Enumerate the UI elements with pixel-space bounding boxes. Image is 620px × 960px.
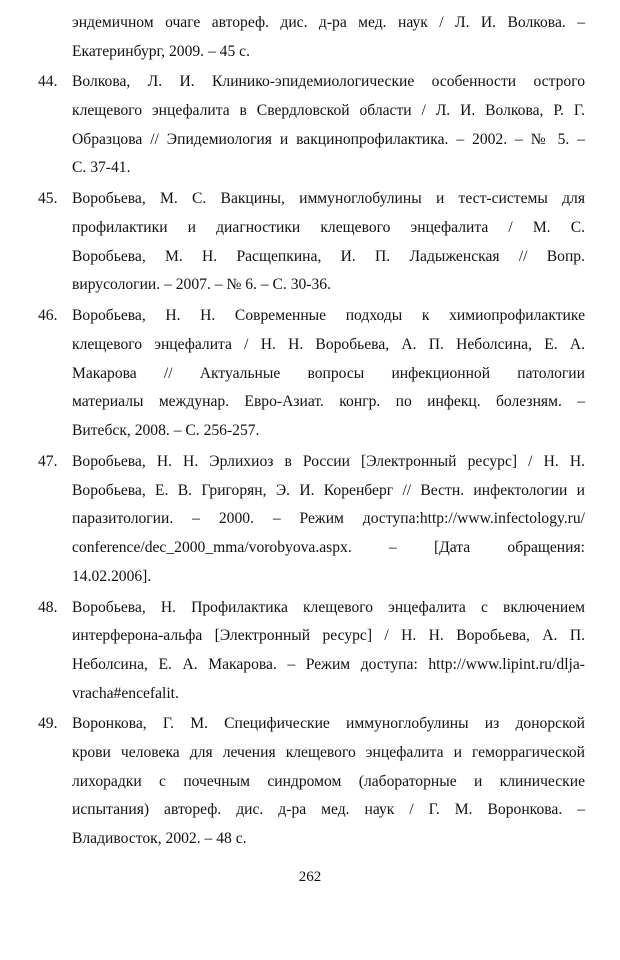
reference-line: клещевого энцефалита в Свердловской области / Л. И. Волкова, Р. Г. [72, 102, 585, 119]
reference-line: материалы междунар. Евро-Азиат. конгр. по инфекц. болезням. – [72, 393, 585, 410]
reference-line: С. 37-41. [72, 159, 131, 176]
reference-number: 49. [38, 715, 58, 732]
reference-line: Витебск, 2008. – С. 256-257. [72, 422, 260, 439]
reference-number: 45. [38, 190, 58, 207]
reference-line: крови человека для лечения клещевого энцефалита и геморрагической [72, 744, 585, 761]
reference-line: 14.02.2006]. [72, 568, 152, 585]
page-number: 262 [298, 869, 322, 885]
reference-line: вирусологии. – 2007. – № 6. – С. 30-36. [72, 276, 331, 293]
reference-line: профилактики и диагностики клещевого энцефалита / М. С. [72, 219, 585, 236]
reference-line: лихорадки с почечным синдромом (лабораторные и клинические [72, 773, 585, 790]
reference-line: conference/dec_2000_mma/vorobyova.aspx. – [Дата обращения: [72, 539, 585, 556]
reference-line: Воробьева, М. Н. Расщепкина, И. П. Ладыженская // Вопр. [72, 248, 585, 265]
reference-number: 48. [38, 599, 58, 616]
reference-line: Воробьева, Н. Н. Современные подходы к химиопрофилактике [72, 307, 585, 324]
reference-line: vracha#encefalit. [72, 685, 179, 702]
reference-line: паразитологии. – 2000. – Режим доступа:http://www.infectology.ru/ [72, 510, 585, 527]
reference-line: Образцова // Эпидемиология и вакцинопрофилактика. – 2002. – № 5. – [72, 131, 585, 148]
reference-line: испытания) автореф. дис. д-ра мед. наук / Г. М. Воронкова. – [72, 801, 585, 818]
reference-line: Воробьева, М. С. Вакцины, иммуноглобулины и тест-системы для [72, 190, 585, 207]
reference-line: Неболсина, Е. А. Макарова. – Режим доступа: http://www.lipint.ru/dlja- [72, 656, 585, 673]
reference-line: Воробьева, Н. Профилактика клещевого энцефалита с включением [72, 599, 585, 616]
reference-number: 47. [38, 453, 58, 470]
reference-line: Екатеринбург, 2009. – 45 с. [72, 43, 250, 60]
reference-line: Воробьева, Н. Н. Эрлихиоз в России [Электронный ресурс] / Н. Н. [72, 453, 585, 470]
reference-line: клещевого энцефалита / Н. Н. Воробьева, А. П. Неболсина, Е. А. [72, 336, 585, 353]
reference-line: интерферона-альфа [Электронный ресурс] / Н. Н. Воробьева, А. П. [72, 627, 585, 644]
reference-line: Волкова, Л. И. Клинико-эпидемиологические особенности острого [72, 73, 585, 90]
reference-line: Владивосток, 2002. – 48 с. [72, 830, 247, 847]
reference-line: эндемичном очаге автореф. дис. д-ра мед. наук / Л. И. Волкова. – [72, 14, 585, 31]
reference-number: 44. [38, 73, 58, 90]
reference-number: 46. [38, 307, 58, 324]
reference-line: Воробьева, Е. В. Григорян, Э. И. Коренберг // Вестн. инфектологии и [72, 482, 585, 499]
reference-line: Макарова // Актуальные вопросы инфекционной патологии [72, 365, 585, 382]
reference-line: Воронкова, Г. М. Специфические иммуноглобулины из донорской [72, 715, 585, 732]
